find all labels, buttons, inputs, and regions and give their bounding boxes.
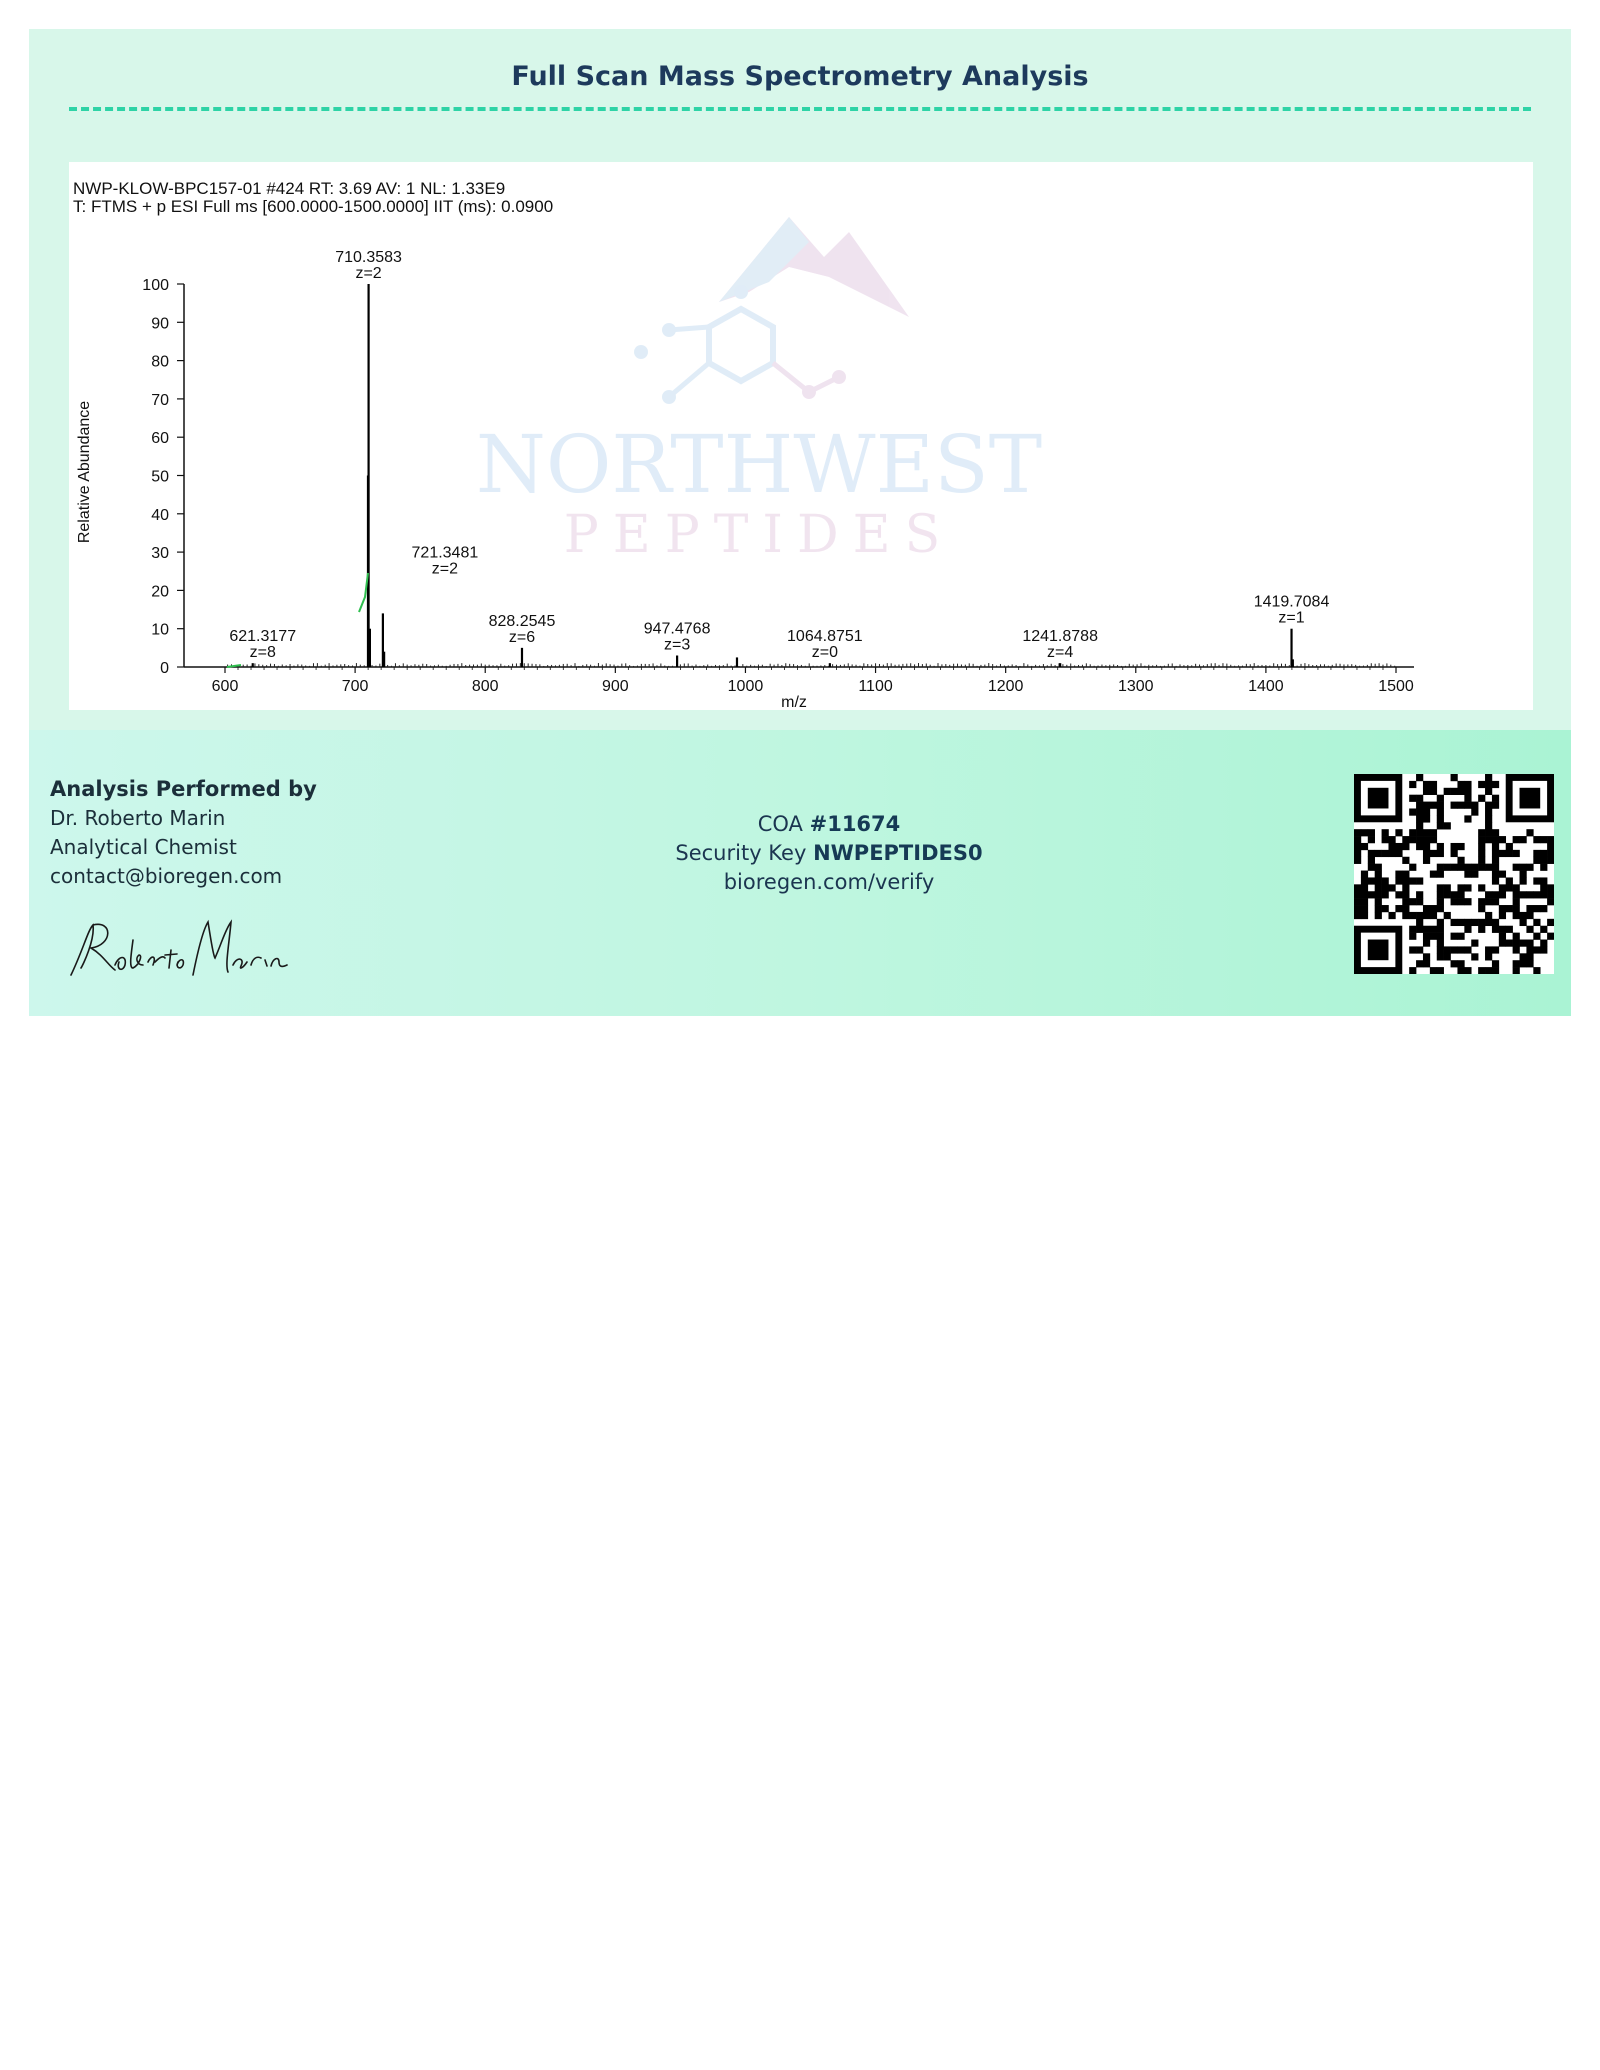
y-tick-label: 60 <box>151 430 169 448</box>
watermark-northwest: NORTHWEST <box>475 418 1043 511</box>
peak-charge-label: z=4 <box>1047 644 1074 662</box>
northwest-peptides-logo <box>476 217 1042 565</box>
x-tick-label: 600 <box>211 678 239 695</box>
analyst-name: Dr. Roberto Marin <box>50 806 226 830</box>
y-tick-label: 80 <box>151 353 169 371</box>
title-divider <box>69 107 1531 111</box>
page-title: Full Scan Mass Spectrometry Analysis <box>511 61 1089 92</box>
spectrum-panel <box>69 162 1533 710</box>
y-tick-label: 70 <box>151 391 169 409</box>
analyst-heading: Analysis Performed by <box>50 777 317 801</box>
coa-number: #11674 <box>809 812 901 836</box>
y-tick-label: 50 <box>151 468 169 486</box>
x-tick-label: 900 <box>601 678 629 695</box>
annotation-tick-mark <box>359 573 368 612</box>
x-tick-label: 1500 <box>1378 678 1414 695</box>
peak-mz-label: 828.2545 <box>488 612 556 630</box>
x-tick-label: 1000 <box>727 678 764 695</box>
analyst-signature <box>53 910 293 990</box>
x-axis-label: m/z <box>781 694 807 710</box>
verify-link[interactable]: bioregen.com/verify <box>723 870 935 894</box>
x-tick-label: 1400 <box>1248 678 1284 695</box>
coa-label: COA <box>757 812 803 836</box>
watermark-peptides: PEPTIDES <box>563 505 955 565</box>
qr-code[interactable] <box>1354 774 1554 974</box>
peak-mz-label: 621.3177 <box>229 628 297 646</box>
security-key-label: Security Key <box>675 841 807 865</box>
y-tick-label: 40 <box>151 506 169 524</box>
y-tick-label: 100 <box>142 277 169 294</box>
x-tick-label: 1100 <box>858 678 893 695</box>
peak-charge-label: z=2 <box>431 560 459 578</box>
peak-mz-label: 710.3583 <box>335 249 402 266</box>
certificate-footer <box>29 730 1571 1016</box>
y-tick-label: 20 <box>151 583 169 601</box>
peak-mz-label: 1064.8751 <box>787 628 863 646</box>
spectrum-card <box>29 29 1571 730</box>
y-tick-label: 30 <box>151 545 169 563</box>
scan-header-line1: NWP-KLOW-BPC157-01 #424 RT: 3.69 AV: 1 NL: 1.33E9 <box>73 179 506 198</box>
y-tick-label: 10 <box>151 621 169 639</box>
security-key-value: NWPEPTIDES0 <box>813 841 983 865</box>
peak-charge-label: z=8 <box>249 644 276 662</box>
peak-mz-label: 1419.7084 <box>1253 593 1330 611</box>
y-tick-label: 90 <box>151 315 169 333</box>
x-tick-label: 700 <box>341 678 369 695</box>
peak-mz-label: 1241.8788 <box>1022 628 1098 646</box>
peak-charge-label: z=0 <box>811 644 838 662</box>
y-axis-label: Relative Abundance <box>76 400 93 544</box>
x-tick-label: 1300 <box>1117 678 1154 695</box>
analyst-role: Analytical Chemist <box>50 835 237 859</box>
analyst-info <box>50 775 317 891</box>
mass-spectrum-chart <box>69 162 1533 710</box>
y-tick-label: 0 <box>160 660 169 677</box>
x-tick-label: 1200 <box>987 678 1024 695</box>
peak-charge-label: z=3 <box>663 636 691 654</box>
peak-charge-label: z=1 <box>1278 609 1305 627</box>
peak-mz-label: 721.3481 <box>411 544 479 562</box>
peak-charge-label: z=2 <box>355 265 382 282</box>
peak-mz-label: 947.4768 <box>643 620 711 638</box>
analyst-email[interactable]: contact@bioregen.com <box>50 864 283 888</box>
coa-verification <box>489 810 1169 897</box>
peak-charge-label: z=6 <box>508 628 536 646</box>
scan-header-line2: T: FTMS + p ESI Full ms [600.0000-1500.0000] IIT (ms): 0.0900 <box>73 197 554 216</box>
x-tick-label: 800 <box>471 678 499 695</box>
